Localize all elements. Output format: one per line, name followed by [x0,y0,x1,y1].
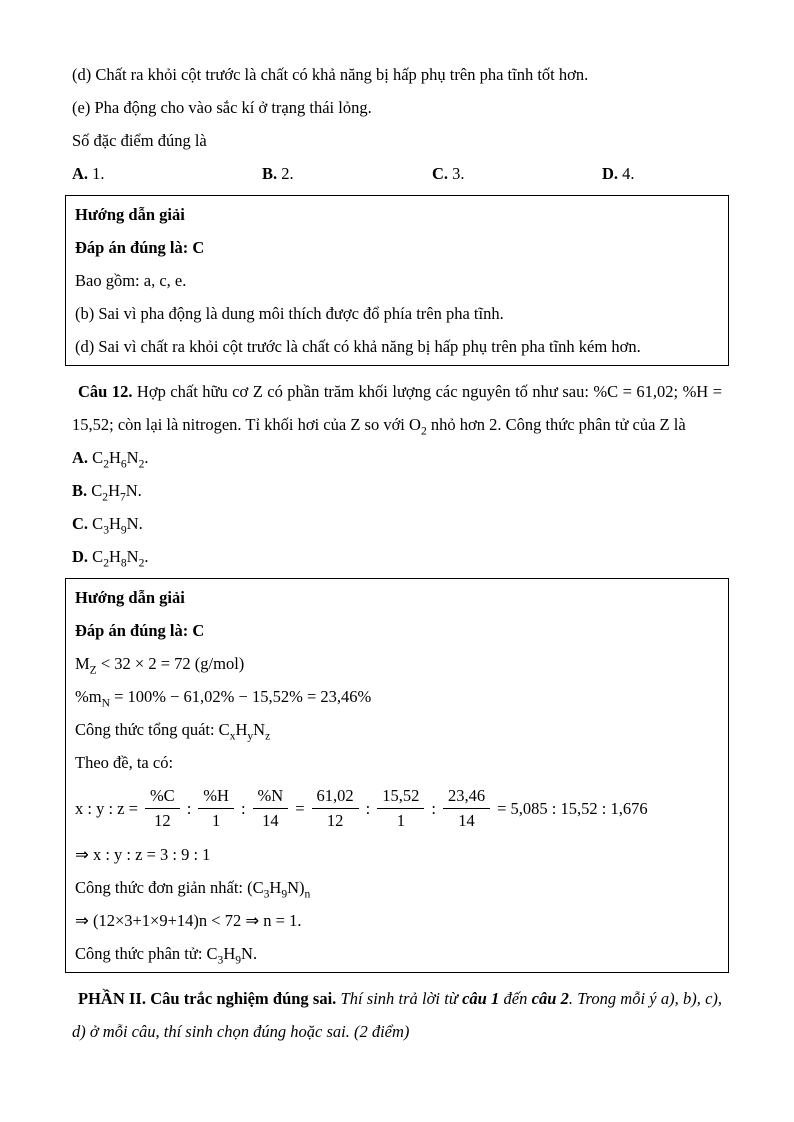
fraction-percent-n: $\frac{\%N}{14}$ [253,784,289,833]
part-2-intro [72,982,722,1048]
option-formula: $C_2H_6N_2$. [92,448,149,471]
solution-box-11 [65,195,729,366]
solution-12-heading: Hướng dẫn giải [75,588,185,607]
option-label: B. [72,481,88,500]
question-12-option-d [72,540,722,573]
n-constraint-line: ⇒ (12×3+1×9+14)n < 72 ⇒ n = 1. [75,911,302,930]
solution-box-12 [65,578,729,973]
option-value: 3. [452,164,465,183]
solution-11-heading: Hướng dẫn giải [75,205,185,224]
colon-separator: : [365,798,371,818]
solution-11-line-3: (d) Sai vì chất ra khỏi cột trước là chất có khả năng bị hấp phụ trên pha tĩnh kém hơn. [75,337,641,356]
part-2-instructions: Thí sinh trả lời từ câu 1 đến câu 2. Trong mỗi ý a), b), c), d) ở mỗi câu, thí sinh chọn đúng hoặc sai. (2 điểm) [72,989,723,1041]
ratio-result-line: ⇒ x : y : z = 3 : 9 : 1 [75,845,211,864]
question-12-option-c [72,507,722,540]
question-11-prompt: Số đặc điểm đúng là [72,131,207,150]
question-11-option-d [602,157,722,190]
colon-separator: : [431,798,436,818]
question-12 [72,375,722,441]
question-12-number: Câu 12. [78,382,133,401]
question-11-option-b [262,157,432,190]
fraction-nitrogen-value: $\frac{23,46}{14}$ [443,784,490,833]
option-label: B. [262,164,278,183]
option-value: 2. [281,164,294,183]
option-label: C. [72,514,89,533]
fraction-percent-h: $\frac{\%H}{1}$ [198,784,234,833]
option-value: 4. [622,164,635,183]
part-2-heading: PHẦN II. Câu trắc nghiệm đúng sai. [78,989,337,1008]
equals-sign: = [295,798,305,818]
option-value: 1. [92,164,105,183]
solution-11-line-2: (b) Sai vì pha động là dung môi thích được đổ phía trên pha tĩnh. [75,304,504,323]
colon-separator: : [240,798,246,818]
option-label: A. [72,164,89,183]
statement-e: (e) Pha động cho vào sắc kí ở trạng thái lỏng. [72,98,372,117]
option-label: C. [432,164,449,183]
fraction-hydrogen-value: $\frac{15,52}{1}$ [377,784,424,833]
question-11-option-a [72,157,262,190]
general-formula-line: Công thức tổng quát: $C_xH_yN_z$ [75,720,271,743]
option-label: D. [72,547,89,566]
option-formula: $C_2H_7N$. [91,481,142,504]
option-label: D. [602,164,619,183]
option-formula: $C_3H_9N$. [92,514,143,537]
given-line: Theo đề, ta có: [75,753,174,772]
equation-rhs: = 5,085 : 15,52 : 1,676 [497,798,648,818]
option-label: A. [72,448,89,467]
question-11-option-c [432,157,602,190]
solution-11-line-1: Bao gồm: a, c, e. [75,271,187,290]
fraction-percent-c: $\frac{\%C}{12}$ [145,784,180,833]
question-12-text: Hợp chất hữu cơ Z có phần trăm khối lượng các nguyên tố như sau: %C = 61,02; %H = 15,52; còn lại là nitrogen. Tỉ khối hơi của Z so với $O_2$ nhỏ hơn 2. Công thức phân tử của Z là [72,382,723,438]
option-formula: $C_2H_8N_2$. [92,547,149,570]
question-12-option-b [72,474,722,507]
ratio-equation [75,784,719,833]
question-11-options [72,157,722,190]
fraction-carbon-value: $\frac{61,02}{12}$ [312,784,359,833]
molar-mass-line: $M_Z < 32 \times 2 = 72$ (g/mol) [75,654,245,677]
solution-12-answer: Đáp án đúng là: C [75,621,205,640]
statement-d: (d) Chất ra khỏi cột trước là chất có khả năng bị hấp phụ trên pha tĩnh tốt hơn. [72,65,589,84]
solution-11-answer: Đáp án đúng là: C [75,238,205,257]
final-formula-line: Công thức phân tử: $C_3H_9N$. [75,944,258,967]
equation-lhs: x : y : z = [75,798,138,818]
simplest-formula-line: Công thức đơn giản nhất: $(C_3H_9N)_n$ [75,878,311,901]
nitrogen-percent-line: $\%m_N = 100\% - 61,02\% - 15,52\% = 23,46\%$ [75,687,372,710]
colon-separator: : [186,798,192,818]
question-12-option-a [72,441,722,474]
